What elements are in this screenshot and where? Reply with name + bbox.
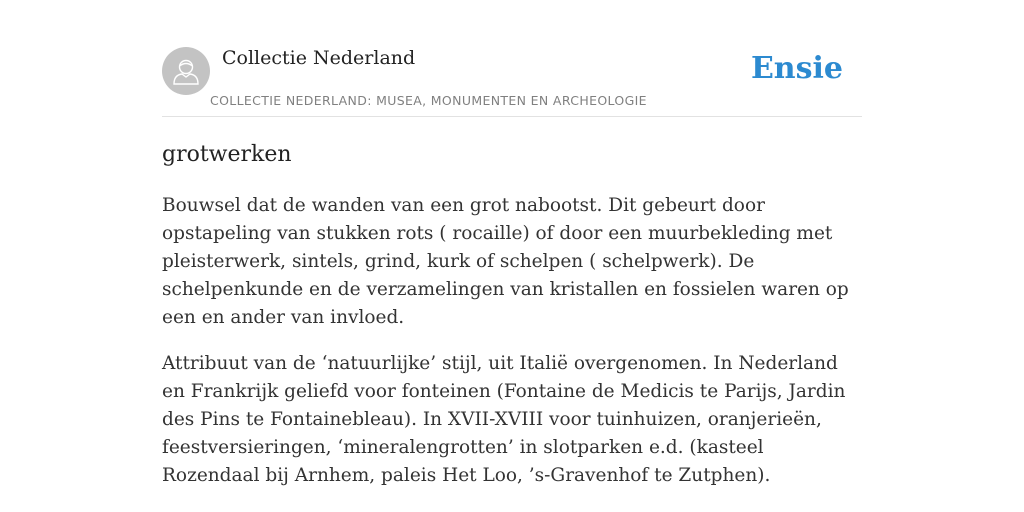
collection-link[interactable]: COLLECTIE NEDERLAND: MUSEA, MONUMENTEN EN ARCHEOLOGIE [210,93,647,108]
author-link[interactable]: Collectie Nederland [222,47,416,69]
user-icon [173,57,199,85]
entry-title: grotwerken [162,142,292,167]
definition-paragraph: Attribuut van de ‘natuurlijke’ stijl, uit Italië overgenomen. In Nederland en Frankrijk geliefd voor fonteinen (Fontaine de Medicis te Parijs, Jardin des Pins te Fontainebleau). In XVII-XVIII voor tuinhuizen, oranjerieën, feestversieringen, ‘mineralengrotten’ in slotparken e.d. (kasteel Rozendaal bij Arnhem, paleis Het Loo, ’s-Gravenhof te Zutphen). [162,353,846,486]
definition-paragraph: Bouwsel dat de wanden van een grot nabootst. Dit gebeurt door opstapeling van stukken rots ( rocaille) of door een muurbekleding met pleisterwerk, sintels, grind, kurk of schelpen ( schelpwerk). De schelpenkunde en de verzamelingen van kristallen en fossielen waren op een en ander van invloed. [162,195,849,328]
entry-definition [162,192,862,508]
author-avatar[interactable] [162,47,210,95]
ensie-logo[interactable]: Ensie [750,51,843,86]
entry-header [162,46,862,117]
